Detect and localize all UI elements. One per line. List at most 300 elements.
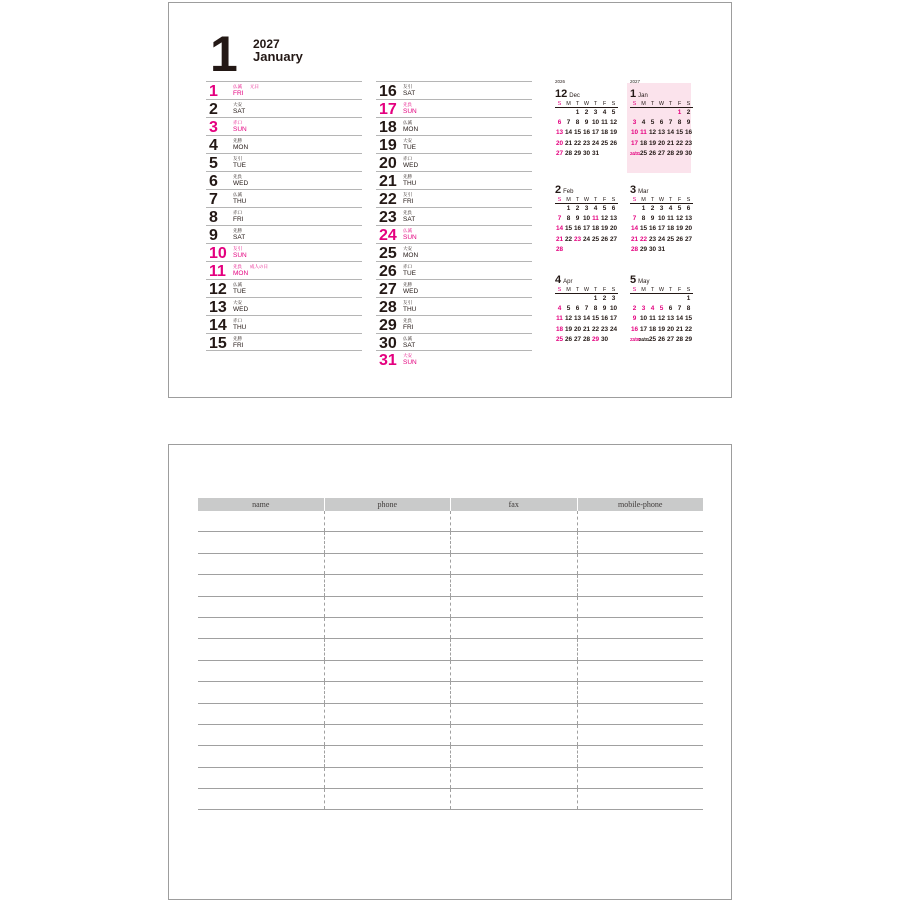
mini-day: 17 — [582, 225, 591, 233]
mini-day: 27 — [666, 335, 675, 343]
day-number: 17 — [379, 101, 397, 118]
fax-cell[interactable] — [450, 746, 577, 766]
weekday-label: TUE — [233, 288, 246, 295]
weekday-letter: W — [583, 197, 590, 203]
mini-day: 24 — [609, 325, 618, 333]
mini-day — [630, 204, 639, 214]
mini-day: 29 — [639, 245, 648, 253]
mini-day — [639, 108, 648, 118]
mini-day: 27 — [684, 235, 693, 243]
fax-cell[interactable] — [450, 661, 577, 681]
name-cell[interactable] — [198, 682, 324, 702]
weekday-letter: F — [600, 286, 609, 294]
mini-day: 16 — [573, 225, 582, 233]
rokuyo-label: 赤口 — [233, 318, 242, 323]
weekday-label: MON — [233, 270, 249, 277]
weekday-label: SUN — [403, 359, 417, 366]
mini-day: 19 — [648, 139, 657, 147]
mini-day — [666, 294, 675, 304]
mini-day: 23 — [648, 235, 657, 243]
mini-day: 1 — [566, 205, 571, 212]
mini-day: 26 — [609, 139, 618, 147]
mini-month-abbr: Dec — [569, 93, 580, 99]
mobile-phone-cell[interactable] — [577, 554, 704, 574]
weekday-label: WED — [233, 180, 249, 187]
mini-day: 11 — [667, 215, 674, 223]
mini-day — [573, 294, 582, 304]
day-row — [206, 225, 362, 243]
mini-day: 14 — [564, 129, 573, 137]
mini-day: 11 — [556, 315, 563, 323]
mini-month-abbr: Jan — [638, 93, 648, 99]
header-name: name — [252, 500, 270, 509]
mini-day: 6 — [659, 119, 664, 127]
weekday-letter: M — [564, 196, 573, 204]
weekday-label: TUE — [233, 162, 246, 169]
day-row — [376, 189, 532, 207]
mini-month-abbr: May — [638, 279, 650, 285]
mini-month-number: 12 — [555, 88, 568, 100]
rokuyo-label: 先負 — [233, 264, 242, 269]
name-cell[interactable] — [198, 511, 324, 531]
mini-day: 16 — [582, 129, 591, 137]
weekday-letter: T — [591, 286, 600, 294]
mini-day: 12 — [657, 315, 666, 323]
day-row — [206, 153, 362, 171]
mobile-phone-cell[interactable] — [577, 789, 704, 809]
mini-day: 1 — [641, 205, 646, 212]
calendar-page — [168, 2, 732, 398]
fax-cell[interactable] — [450, 597, 577, 617]
mini-month-number: 2 — [555, 184, 562, 196]
mini-month-number: 4 — [555, 274, 562, 286]
weekday-letter: S — [630, 196, 639, 204]
mini-day: 9 — [632, 315, 637, 323]
day-number: 28 — [379, 299, 397, 316]
weekday-letter: T — [666, 286, 675, 294]
day-number: 18 — [379, 119, 397, 136]
mini-day: 15 — [639, 225, 648, 233]
fax-cell[interactable] — [450, 554, 577, 574]
mini-day: 5 — [611, 109, 616, 116]
weekday-letter: S — [555, 100, 564, 108]
month-name: January — [253, 49, 303, 64]
weekday-letter: F — [600, 100, 609, 108]
mini-day: 24 — [591, 139, 600, 147]
name-cell[interactable] — [198, 554, 324, 574]
mini-day: 19 — [564, 325, 573, 333]
mini-day: 21 — [582, 325, 591, 333]
rokuyo-label: 仏滅 — [403, 336, 412, 341]
mini-day: 24/31 — [639, 336, 649, 342]
fax-cell[interactable] — [450, 704, 577, 724]
weekday-label: WED — [233, 306, 249, 313]
phone-cell[interactable] — [324, 746, 451, 766]
mini-day: 9 — [575, 215, 580, 223]
rokuyo-label: 赤口 — [233, 120, 242, 125]
mini-day: 17 — [630, 139, 639, 147]
phone-cell[interactable] — [324, 575, 451, 595]
weekday-label: TUE — [403, 270, 416, 277]
mini-day: 28 — [582, 335, 591, 343]
mini-day — [564, 245, 573, 255]
address-table-header — [198, 498, 703, 511]
weekday-label: FRI — [403, 198, 414, 205]
weekday-letter: S — [630, 286, 639, 294]
mobile-phone-cell[interactable] — [577, 682, 704, 702]
day-row — [376, 351, 532, 369]
rokuyo-label: 先勝 — [233, 228, 242, 233]
mini-day: 24 — [657, 235, 666, 243]
mini-day: 8 — [677, 119, 682, 127]
mini-day: 19 — [609, 129, 618, 137]
mobile-phone-cell[interactable] — [577, 618, 704, 638]
mini-day — [648, 108, 657, 118]
mini-year-label: 2026 — [555, 79, 566, 84]
weekday-letter: S — [555, 286, 564, 294]
mini-month-abbr: Feb — [563, 189, 574, 195]
mini-day: 18 — [666, 225, 675, 233]
mini-day: 15 — [675, 129, 684, 137]
name-cell[interactable] — [198, 789, 324, 809]
fax-cell[interactable] — [450, 768, 577, 788]
rokuyo-label: 先勝 — [233, 336, 242, 341]
mini-day: 8 — [593, 305, 598, 313]
mini-day: 24/31 — [630, 150, 640, 156]
mini-day: 8 — [686, 305, 691, 313]
day-number: 11 — [209, 263, 226, 280]
mini-day: 3 — [584, 205, 589, 212]
rokuyo-label: 先負 — [403, 102, 412, 107]
name-cell[interactable] — [198, 725, 324, 745]
mini-day — [630, 108, 639, 118]
mini-day: 17 — [591, 129, 600, 137]
mini-day: 10 — [639, 315, 648, 323]
mini-day: 20 — [666, 325, 675, 333]
name-cell[interactable] — [198, 746, 324, 766]
header-mobile-phone: mobile-phone — [577, 498, 704, 511]
rokuyo-label: 先負 — [403, 210, 412, 215]
day-row — [206, 135, 362, 153]
mini-day — [555, 108, 564, 118]
day-row — [206, 243, 362, 261]
mini-day: 14 — [555, 225, 564, 233]
name-cell[interactable] — [198, 639, 324, 659]
mini-day: 25 — [639, 149, 648, 157]
table-row — [198, 768, 703, 789]
mini-calendar-jan — [627, 79, 693, 173]
weekday-letter: T — [573, 196, 582, 204]
mini-day: 29 — [573, 149, 582, 157]
phone-cell[interactable] — [324, 554, 451, 574]
table-row — [198, 704, 703, 725]
phone-cell[interactable] — [324, 768, 451, 788]
mini-day: 20 — [573, 325, 582, 333]
table-row — [198, 532, 703, 553]
phone-cell[interactable] — [324, 789, 451, 809]
day-number: 22 — [379, 191, 397, 208]
day-number: 14 — [209, 317, 227, 334]
mini-calendar-dec — [555, 79, 618, 159]
mini-day: 21 — [675, 325, 684, 333]
year-label: 2027 — [253, 37, 280, 51]
name-cell[interactable] — [198, 618, 324, 638]
fax-cell[interactable] — [450, 682, 577, 702]
name-cell[interactable] — [198, 532, 324, 552]
phone-cell[interactable] — [324, 532, 451, 552]
fax-cell[interactable] — [450, 618, 577, 638]
day-number: 16 — [379, 83, 397, 100]
mini-day: 3 — [611, 295, 616, 302]
mini-day: 7 — [632, 215, 637, 223]
mini-day — [582, 294, 591, 304]
weekday-letter: T — [591, 196, 600, 204]
fax-cell[interactable] — [450, 725, 577, 745]
mini-day: 9 — [650, 215, 655, 223]
mini-day: 7 — [566, 119, 571, 127]
mini-day: 16 — [648, 225, 657, 233]
weekday-label: THU — [233, 198, 247, 205]
weekday-letter: S — [684, 286, 693, 294]
mini-day — [657, 108, 666, 118]
mini-day: 12 — [564, 315, 573, 323]
mini-day: 16 — [600, 315, 609, 323]
mini-day: 27 — [657, 149, 666, 157]
mini-month-title — [555, 269, 618, 286]
fax-cell[interactable] — [450, 639, 577, 659]
weekday-label: MON — [233, 144, 249, 151]
mini-day — [609, 245, 618, 255]
day-number: 19 — [379, 137, 397, 154]
mini-day: 8 — [641, 215, 646, 223]
mini-day — [555, 204, 564, 214]
mini-day: 18 — [648, 325, 657, 333]
mobile-phone-cell[interactable] — [577, 575, 704, 595]
day-number: 26 — [379, 263, 397, 280]
day-number: 9 — [209, 227, 218, 244]
fax-cell[interactable] — [450, 789, 577, 809]
weekday-letter: W — [583, 101, 590, 107]
mini-month-title — [630, 179, 693, 196]
day-row — [376, 135, 532, 153]
day-row — [376, 117, 532, 135]
mini-day: 23 — [582, 139, 591, 147]
weekday-letter: S — [684, 196, 693, 204]
day-row — [376, 297, 532, 315]
mobile-phone-cell[interactable] — [577, 746, 704, 766]
day-number: 8 — [209, 209, 218, 226]
mini-day: 10 — [591, 119, 600, 127]
rokuyo-label: 仏滅 — [403, 228, 412, 233]
mini-day: 14 — [582, 315, 591, 323]
mini-day: 28 — [675, 335, 684, 343]
mini-day: 20 — [657, 139, 666, 147]
name-cell[interactable] — [198, 575, 324, 595]
mini-day: 5 — [659, 305, 664, 313]
table-row — [198, 511, 703, 532]
phone-cell[interactable] — [324, 511, 451, 531]
day-list-second-half — [376, 81, 532, 369]
mini-day: 27 — [573, 335, 582, 343]
mini-day: 10 — [657, 215, 666, 223]
rokuyo-label: 先勝 — [403, 174, 412, 179]
mini-day: 30 — [582, 149, 591, 157]
weekday-letter: T — [648, 286, 657, 294]
day-number: 1 — [209, 83, 218, 100]
mini-day: 9 — [686, 119, 691, 127]
mini-day: 10 — [630, 129, 639, 137]
mini-day: 3 — [593, 109, 598, 116]
mini-day: 12 — [675, 215, 684, 223]
day-number: 20 — [379, 155, 397, 172]
fax-cell[interactable] — [450, 511, 577, 531]
phone-cell[interactable] — [324, 704, 451, 724]
mini-day: 16 — [684, 129, 693, 137]
mini-day: 4 — [602, 109, 607, 116]
mini-day: 25 — [648, 335, 657, 343]
mini-day: 18 — [591, 225, 600, 233]
mini-day: 6 — [611, 205, 616, 212]
fax-cell[interactable] — [450, 532, 577, 552]
table-row — [198, 682, 703, 703]
mini-day: 14 — [666, 129, 675, 137]
weekday-label: SAT — [403, 342, 416, 349]
mini-day-grid — [630, 286, 693, 345]
rokuyo-label: 赤口 — [403, 156, 412, 161]
mobile-phone-cell[interactable] — [577, 725, 704, 745]
mini-day: 7 — [557, 215, 562, 223]
address-table — [198, 498, 703, 810]
day-row — [376, 153, 532, 171]
address-table-body — [198, 511, 703, 810]
day-number: 6 — [209, 173, 218, 190]
mini-month-title — [555, 83, 618, 100]
mini-day: 30 — [648, 245, 657, 253]
weekday-label: SUN — [403, 234, 417, 241]
day-row — [206, 315, 362, 333]
header-phone: phone — [324, 498, 451, 511]
mini-day: 28 — [630, 245, 639, 253]
rokuyo-label: 友引 — [403, 84, 412, 89]
day-row — [206, 207, 362, 225]
name-cell[interactable] — [198, 597, 324, 617]
weekday-letter: S — [630, 100, 639, 108]
rokuyo-label: 友引 — [403, 192, 412, 197]
mini-day: 22 — [573, 139, 582, 147]
weekday-letter: W — [583, 287, 590, 293]
day-row — [206, 279, 362, 297]
mobile-phone-cell[interactable] — [577, 597, 704, 617]
mobile-phone-cell[interactable] — [577, 639, 704, 659]
name-cell[interactable] — [198, 661, 324, 681]
mini-calendar-feb — [555, 179, 618, 255]
rokuyo-label: 仏滅 — [233, 282, 242, 287]
weekday-label: THU — [403, 306, 417, 313]
mini-day — [600, 245, 609, 255]
weekday-letter: T — [666, 100, 675, 108]
mini-day: 17 — [657, 225, 666, 233]
mini-day — [591, 245, 600, 255]
name-cell[interactable] — [198, 704, 324, 724]
mini-day — [600, 149, 609, 159]
phone-cell[interactable] — [324, 618, 451, 638]
mini-day: 15 — [573, 129, 582, 137]
mobile-phone-cell[interactable] — [577, 661, 704, 681]
mobile-phone-cell[interactable] — [577, 704, 704, 724]
mini-day: 17 — [639, 325, 648, 333]
mini-day: 9 — [584, 119, 589, 127]
weekday-label: SAT — [233, 234, 246, 241]
mini-day — [657, 294, 666, 304]
phone-cell[interactable] — [324, 682, 451, 702]
address-book-page — [168, 444, 732, 900]
mini-day — [555, 294, 564, 304]
mobile-phone-cell[interactable] — [577, 768, 704, 788]
mini-day: 4 — [641, 119, 646, 127]
weekday-letter: F — [675, 196, 684, 204]
mini-day — [564, 108, 573, 118]
table-row — [198, 746, 703, 767]
mini-day: 1 — [593, 295, 598, 302]
weekday-label: FRI — [403, 324, 414, 331]
weekday-letter: T — [573, 286, 582, 294]
phone-cell[interactable] — [324, 639, 451, 659]
mini-day: 6 — [668, 305, 673, 313]
weekday-letter: F — [600, 196, 609, 204]
mini-day — [582, 245, 591, 255]
mini-day: 22 — [675, 139, 684, 147]
mini-day: 25 — [555, 335, 564, 343]
phone-cell[interactable] — [324, 725, 451, 745]
day-number: 29 — [379, 317, 397, 334]
day-row — [376, 243, 532, 261]
fax-cell[interactable] — [450, 575, 577, 595]
mini-day: 13 — [555, 129, 564, 137]
name-cell[interactable] — [198, 768, 324, 788]
month-number: 1 — [210, 26, 237, 82]
weekday-label: WED — [403, 162, 419, 169]
mini-day — [684, 245, 693, 255]
mini-day: 20 — [609, 225, 618, 233]
mini-day — [666, 108, 675, 118]
phone-cell[interactable] — [324, 597, 451, 617]
rokuyo-label: 先負 — [403, 318, 412, 323]
mini-day: 13 — [609, 215, 618, 223]
mini-day: 13 — [666, 315, 675, 323]
mini-month-number: 3 — [630, 184, 637, 196]
mini-month-abbr: Mar — [638, 189, 649, 195]
mini-day: 2 — [686, 109, 691, 116]
mini-day: 8 — [575, 119, 580, 127]
mini-day: 7 — [668, 119, 673, 127]
mini-day: 15 — [684, 315, 693, 323]
day-number: 27 — [379, 281, 397, 298]
day-number: 25 — [379, 245, 397, 262]
weekday-letter: T — [591, 100, 600, 108]
day-row — [376, 225, 532, 243]
mobile-phone-cell[interactable] — [577, 511, 704, 531]
mobile-phone-cell[interactable] — [577, 532, 704, 552]
mini-day: 13 — [684, 215, 693, 223]
weekday-letter: T — [666, 196, 675, 204]
mini-day: 18 — [639, 139, 648, 147]
mini-day: 8 — [566, 215, 571, 223]
mini-day: 26 — [657, 335, 666, 343]
table-row — [198, 661, 703, 682]
day-list-first-half — [206, 81, 362, 351]
mini-day-grid — [630, 100, 691, 159]
phone-cell[interactable] — [324, 661, 451, 681]
